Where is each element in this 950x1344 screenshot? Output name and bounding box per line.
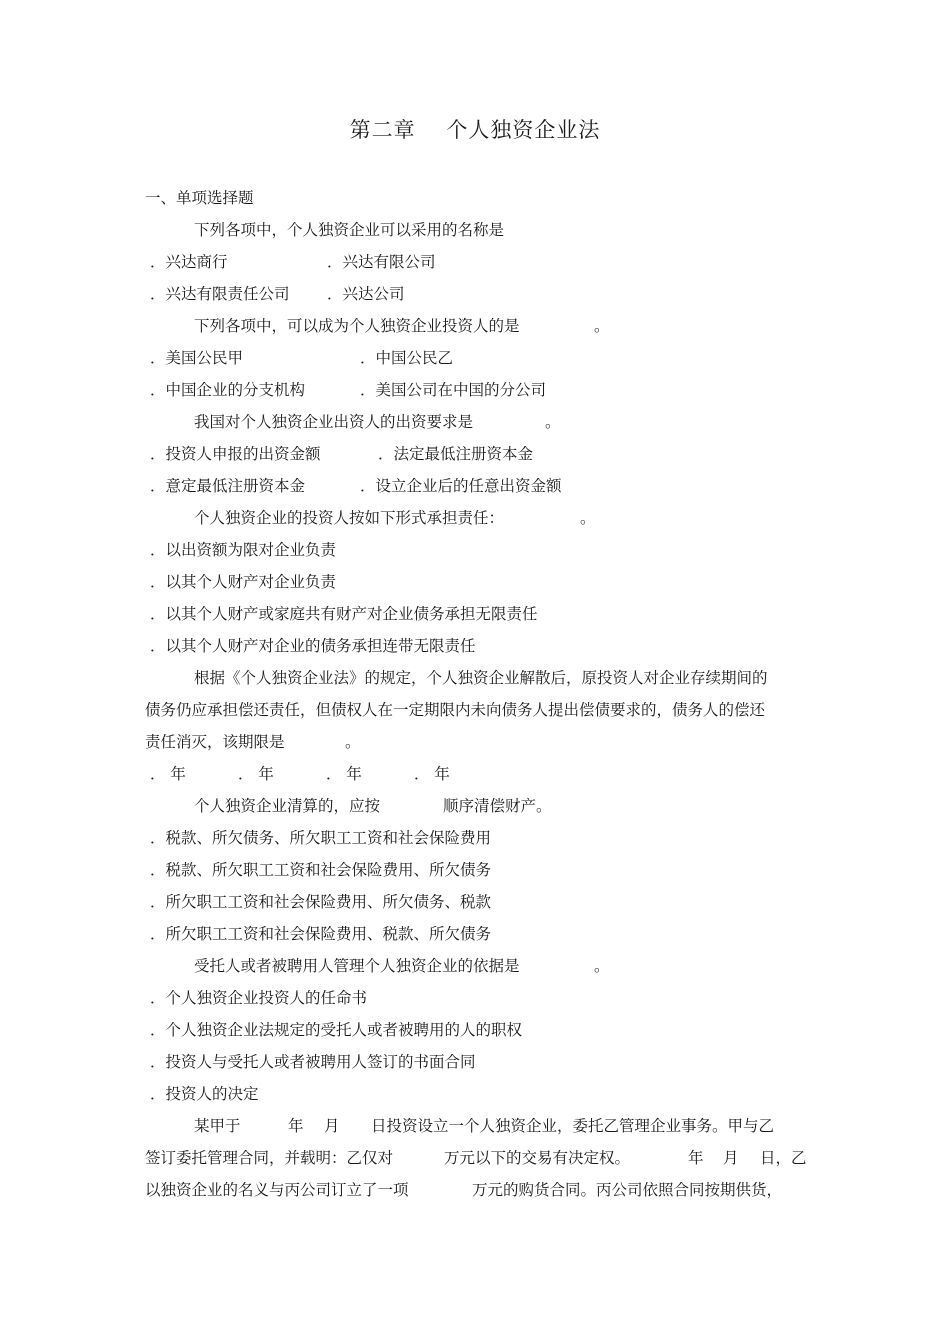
question-7-stem: 受托人或者被聘用人管理个人独资企业的依据是 <box>194 957 520 975</box>
question-4-stem: 个人独资企业的投资人按如下形式承担责任： <box>194 509 505 527</box>
option-d: ． 年 <box>414 765 450 783</box>
text-run: 万元以下的交易有决定权。 <box>444 1149 631 1167</box>
question-7-option-b: ．个人独资企业法规定的受托人或者被聘用的人的职权 <box>150 1021 523 1039</box>
question-6-option-b: ．税款、所欠职工工资和社会保险费用、所欠债务 <box>150 861 492 879</box>
text-run: 日投资设立一个人独资企业，委托乙管理企业事务。甲与乙 <box>371 1117 775 1135</box>
text-run: 某甲于 <box>194 1117 241 1135</box>
question-5-line-1: 根据《个人独资企业法》的规定，个人独资企业解散后，原投资人对企业存续期间的 <box>194 669 768 687</box>
option-a: ．美国公民甲 <box>150 349 244 367</box>
question-6-option-c: ．所欠职工工资和社会保险费用、所欠债务、税款 <box>150 893 492 911</box>
question-6-stem: 个人独资企业清算的，应按 <box>194 797 381 815</box>
question-5-line-3-end: 。 <box>345 733 361 751</box>
text-run: 日，乙 <box>760 1149 807 1167</box>
option-d: ．兴达公司 <box>327 285 405 303</box>
question-4-option-d: ．以其个人财产对企业的债务承担连带无限责任 <box>150 637 476 655</box>
question-7-option-a: ．个人独资企业投资人的任命书 <box>150 989 368 1007</box>
option-d: ．美国公司在中国的分公司 <box>360 381 547 399</box>
option-c: ．中国企业的分支机构 <box>150 381 306 399</box>
question-7-option-c: ．投资人与受托人或者被聘用人签订的书面合同 <box>150 1053 476 1071</box>
question-1-stem: 下列各项中，个人独资企业可以采用的名称是 <box>194 221 505 239</box>
question-2-stem-end: 。 <box>594 317 610 335</box>
option-c: ．兴达有限责任公司 <box>150 285 290 303</box>
question-4-option-a: ．以出资额为限对企业负责 <box>150 541 337 559</box>
option-c: ． 年 <box>326 765 362 783</box>
option-b: ．中国公民乙 <box>360 349 454 367</box>
question-6-stem-end: 顺序清偿财产。 <box>443 797 552 815</box>
question-4-option-b: ．以其个人财产对企业负责 <box>150 573 337 591</box>
question-5-line-2: 债务仍应承担偿还责任，但债权人在一定期限内未向债务人提出偿债要求的，债务人的偿还 <box>145 701 766 719</box>
text-run: 年 <box>288 1117 304 1135</box>
text-run: 以独资企业的名义与丙公司订立了一项 <box>145 1181 409 1199</box>
text-run: 万元的购货合同。丙公司依照合同按期供货， <box>472 1181 783 1199</box>
option-b: ．兴达有限公司 <box>327 253 436 271</box>
page-title: 第二章 个人独资企业法 <box>349 118 601 142</box>
question-7-option-d: ．投资人的决定 <box>150 1085 259 1103</box>
option-a: ．兴达商行 <box>150 253 228 271</box>
question-6-option-a: ．税款、所欠债务、所欠职工工资和社会保险费用 <box>150 829 492 847</box>
question-3-stem: 我国对个人独资企业出资人的出资要求是 <box>194 413 474 431</box>
question-4-option-c: ．以其个人财产或家庭共有财产对企业债务承担无限责任 <box>150 605 538 623</box>
option-a: ． 年 <box>150 765 186 783</box>
text-run: 签订委托管理合同，并载明：乙仅对 <box>145 1149 394 1167</box>
question-5-line-3: 责任消灭，该期限是 <box>145 733 285 751</box>
option-b: ．法定最低注册资本金 <box>378 445 534 463</box>
question-2-stem: 下列各项中，可以成为个人独资企业投资人的是 <box>194 317 520 335</box>
question-7-stem-end: 。 <box>594 957 610 975</box>
text-run: 月 <box>324 1117 340 1135</box>
section-heading: 一、单项选择题 <box>145 189 254 207</box>
text-run: 年 <box>688 1149 704 1167</box>
question-6-option-d: ．所欠职工工资和社会保险费用、税款、所欠债务 <box>150 925 492 943</box>
question-4-stem-end: 。 <box>580 509 596 527</box>
option-c: ．意定最低注册资本金 <box>150 477 306 495</box>
option-d: ．设立企业后的任意出资金额 <box>360 477 562 495</box>
text-run: 月 <box>723 1149 739 1167</box>
option-b: ． 年 <box>238 765 274 783</box>
option-a: ．投资人申报的出资金额 <box>150 445 321 463</box>
question-3-stem-end: 。 <box>545 413 561 431</box>
